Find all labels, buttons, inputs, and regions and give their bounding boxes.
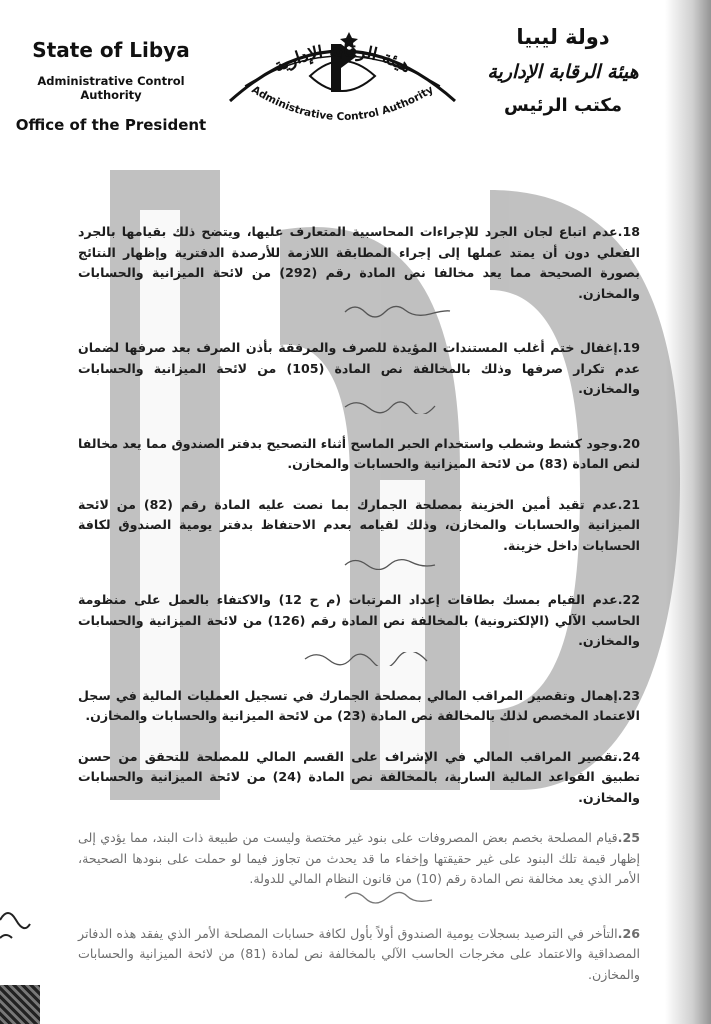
list-item (78, 747, 640, 809)
authority-eye-logo-icon (215, 6, 470, 146)
handwritten-note (78, 890, 640, 904)
header-ar-authority: هيئة الرقابة الإدارية (487, 61, 639, 83)
item-number: 19. (617, 340, 640, 355)
header-english (6, 38, 216, 134)
item-number: 25. (617, 830, 640, 845)
violations-list (78, 222, 640, 1005)
header-ar-state: دولة ليبيا (516, 25, 610, 49)
header-en-authority: Administrative Control Authority (37, 74, 185, 102)
item-number: 18. (617, 224, 640, 239)
list-item (78, 590, 640, 666)
header-en-state: State of Libya (32, 38, 190, 62)
item-number: 22. (617, 592, 641, 607)
list-item (78, 924, 640, 986)
scan-corner-noise (0, 985, 40, 1024)
header-en-office: Office of the President (15, 116, 207, 134)
item-number: 26. (617, 925, 640, 941)
handwritten-note (78, 304, 640, 318)
item-number: 23. (617, 687, 640, 703)
list-item (78, 686, 640, 727)
item-text: إغفال ختم أغلب المستندات المؤيدة للصرف والمرفقة بأذن الصرف بعد صرفها لضمان عدم تكرار صرفها وذلك بالمخالفة نص المادة (105) من لائحة الميزانية والحسابات والمخازن. (78, 340, 641, 396)
list-item (78, 495, 640, 571)
ink-mark (0, 890, 60, 950)
item-text: وجود كشط وشطب واستخدام الحبر الماسح أثناء التصحيح بدفتر الصندوق مما يعد مخالفا لنص المادة (83) من لائحة الميزانية والحسابات والمخازن. (78, 435, 640, 471)
item-text: التأخر في الترصيد بسجلات يومية الصندوق أولاً بأول لكافة حسابات المصلحة الأمر الذي يفقد هذه الدفاتر المصداقية والاعتماد على مخرجات الحاسب الآلي بالمخالفة نص لمادة (81) من لائحة الميزانية والحسابات والمخازن. (78, 925, 640, 982)
logo-caption-ar: هيئة الرقابة الإدارية (270, 40, 414, 77)
handwritten-note (78, 556, 640, 570)
item-text: عدم تقيد أمين الخزينة بمصلحة الجمارك بما نصت عليه المادة رقم (82) من لائحة الميزانية والحسابات والمخازن، وذلك لقيامه بعدم الاحتفاظ بدفتر يومية الصندوق لكافة الحسابات داخل خزينة. (78, 496, 640, 553)
item-text: قيام المصلحة بخصم بعض المصروفات على بنود غير مختصة وليست من طبيعة ذات البند، مما يؤدي إلى إظهار قيمة تلك البنود على غير حقيقتها وإخفاء ما قد يحدث من تجاوز فيما لو حملت على بنودها الصحيحة، الأمر الذي يعد مخالفة نص المادة رقم (10) من قانون النظام المالي للدولة. (78, 830, 640, 886)
list-item (78, 828, 640, 904)
item-text: عدم القيام بمسك بطاقات إعداد المرتبات (م ح 12) والاكتفاء بالعمل على منظومة الحاسب الآلي (الإلكترونية) بالمخالفة نص المادة رقم (126) من لائحة الميزانية والحسابات والمخازن. (78, 592, 640, 648)
header-ar-office: مكتب الرئيس (504, 95, 622, 116)
header-arabic (463, 25, 663, 116)
list-item (78, 338, 640, 414)
item-text: إهمال وتقصير المراقب المالي بمصلحة الجمارك في تسجيل العمليات المالية في سجل الاعتماد المخصص لذلك بالمخالفة نص المادة (23) من لائحة الميزانية والحسابات والمخازن. (78, 687, 640, 723)
item-text: عدم اتباع لجان الجرد للإجراءات المحاسبية المتعارف عليها، ويتضح ذلك بقيامها بالجرد الفعلي دون أن يمتد عملها إلى إجراء المطابقة اللازمة للأرصدة الدفترية وإظهار النتائج بصورة الصحيحة مما يعد مخالفا نص المادة رقم (292) من لائحة الميزانية والحسابات والمخازن. (78, 224, 641, 301)
logo-caption-en: Administrative Control Authority (249, 83, 436, 124)
item-number: 21. (617, 496, 640, 512)
item-number: 24. (617, 748, 640, 764)
list-item (78, 222, 640, 318)
handwritten-note (78, 400, 640, 414)
list-item (78, 434, 640, 475)
item-number: 20. (617, 435, 640, 451)
item-text: تقصير المراقب المالي في الإشراف على القسم المالي للمصلحة للتحقق من حسن تطبيق القواعد المالية السارية، بالمخالفة نص المادة (24) من لائحة الميزانية والحسابات والمخازن. (78, 748, 640, 805)
handwritten-note (78, 652, 640, 666)
